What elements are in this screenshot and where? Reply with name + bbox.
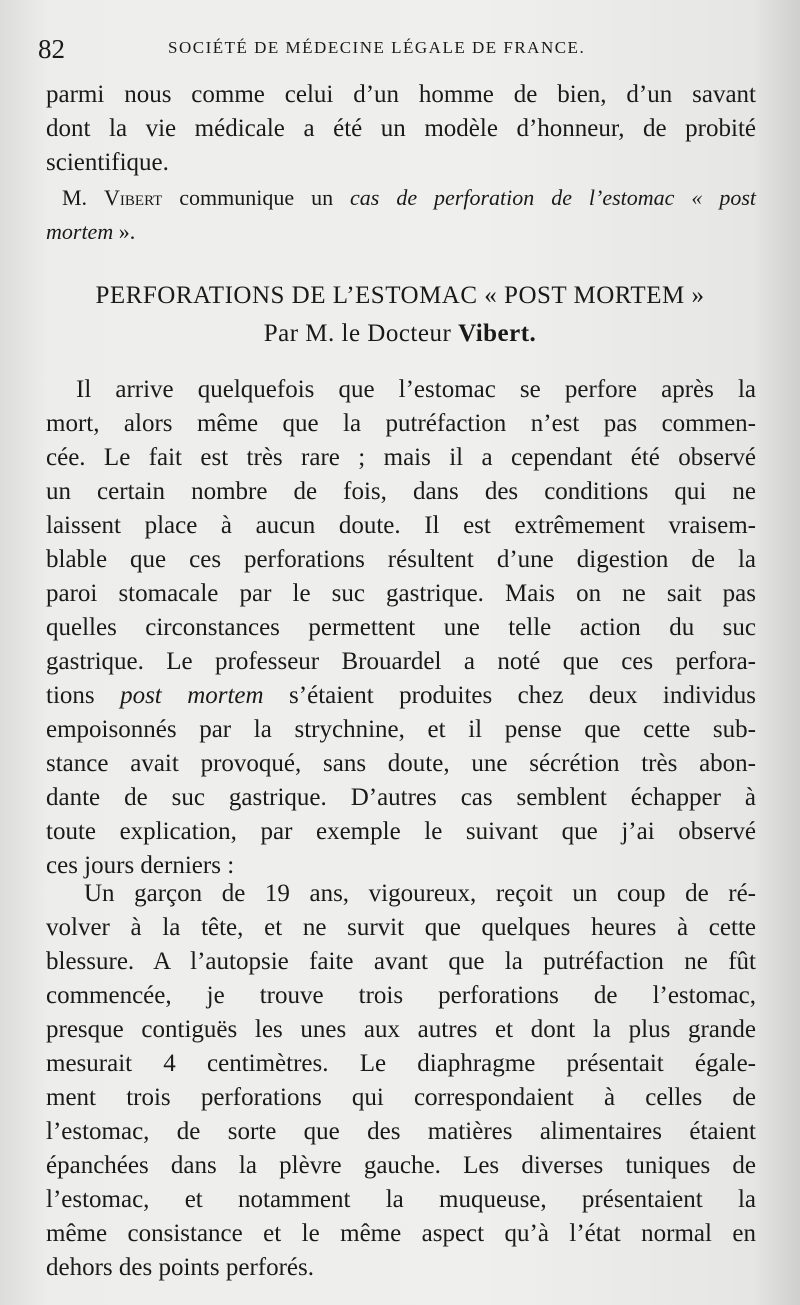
speaker-name: Vibert	[104, 185, 163, 210]
text-line: commencée, je trouve trois perforations de l’estomac,	[46, 982, 756, 1009]
text-line: mort, alors même que la putréfaction n’est pas commen-	[46, 410, 756, 437]
text-line: l’estomac, et notamment la muqueuse, présentaient la	[46, 1186, 756, 1213]
text-line: laissent place à aucun doute. Il est extrêmement vraisem-	[46, 512, 756, 539]
text-line: dante de suc gastrique. D’autres cas semblent échapper à	[46, 784, 756, 811]
text-line: même consistance et le même aspect qu’à l’état normal en	[46, 1220, 756, 1247]
text-line: Il arrive quelquefois que l’estomac se perfore après la	[76, 376, 756, 403]
text-line: presque contiguës les unes aux autres et dont la plus grande	[46, 1016, 756, 1043]
text-line: scientifique.	[46, 149, 169, 176]
text-line: dehors des points perforés.	[46, 1254, 314, 1281]
article-title: PERFORATIONS DE L’ESTOMAC « POST MORTEM »	[95, 282, 705, 309]
text-line: blessure. A l’autopsie faite avant que la putréfaction ne fût	[46, 948, 756, 975]
article-byline	[0, 320, 800, 348]
byline-author: Vibert.	[458, 320, 537, 347]
text-segment: s’étaient produites chez deux individus	[263, 682, 756, 709]
text-line: mesurait 4 centimètres. Le diaphragme présentait égale-	[46, 1050, 756, 1077]
text-line: stance avait provoqué, sans doute, une sécrétion très abon-	[46, 750, 756, 777]
text-line: quelles circonstances permettent une telle action du suc	[46, 614, 756, 641]
text-line: paroi stomacale par le suc gastrique. Mais on ne sait pas	[46, 580, 756, 607]
text-line: gastrique. Le professeur Brouardel a noté que ces perfora-	[46, 648, 756, 675]
text-line: ces jours derniers :	[46, 852, 235, 879]
speaker-prefix: M.	[62, 185, 105, 210]
text-line: toute explication, par exemple le suivant que j’ai observé	[46, 818, 756, 845]
text-line: ment trois perforations qui correspondaient à celles de	[46, 1084, 756, 1111]
text-line	[46, 679, 756, 713]
byline-prefix: Par M. le Docteur	[263, 320, 459, 347]
text-line: un certain nombre de fois, dans des conditions qui ne	[46, 478, 756, 505]
text-line: épanchées dans la plèvre gauche. Les diverses tuniques de	[46, 1152, 756, 1179]
text-line: cée. Le fait est très rare ; mais il a cependant été observé	[46, 444, 756, 471]
text-line: l’estomac, de sorte que des matières alimentaires étaient	[46, 1118, 756, 1145]
text-line: Un garçon de 19 ans, vigoureux, reçoit un coup de ré-	[84, 880, 756, 907]
text-line: blable que ces perforations résultent d’une digestion de la	[46, 546, 756, 573]
text-line: dont la vie médicale a été un modèle d’honneur, de probité	[46, 115, 756, 142]
communication-verb: communique un	[162, 185, 351, 210]
text-line	[46, 215, 756, 249]
communication-subject-end: mortem	[46, 219, 114, 244]
text-line	[46, 181, 756, 215]
text-line: empoisonnés par la strychnine, et il pense que cette sub-	[46, 716, 756, 743]
communication-subject: cas de perforation de l’estomac « post	[350, 185, 756, 210]
page-number: 82	[38, 34, 65, 64]
page-header	[0, 34, 800, 70]
text-segment: tions	[46, 682, 121, 709]
text-line: parmi nous comme celui d’un homme de bien, d’un savant	[46, 81, 756, 108]
communication-tail: ».	[113, 219, 136, 244]
running-head: SOCIÉTÉ DE MÉDECINE LÉGALE DE FRANCE.	[168, 38, 586, 57]
italic-phrase: post mortem	[120, 682, 264, 709]
text-line: volver à la tête, et ne survit que quelques heures à cette	[46, 914, 756, 941]
